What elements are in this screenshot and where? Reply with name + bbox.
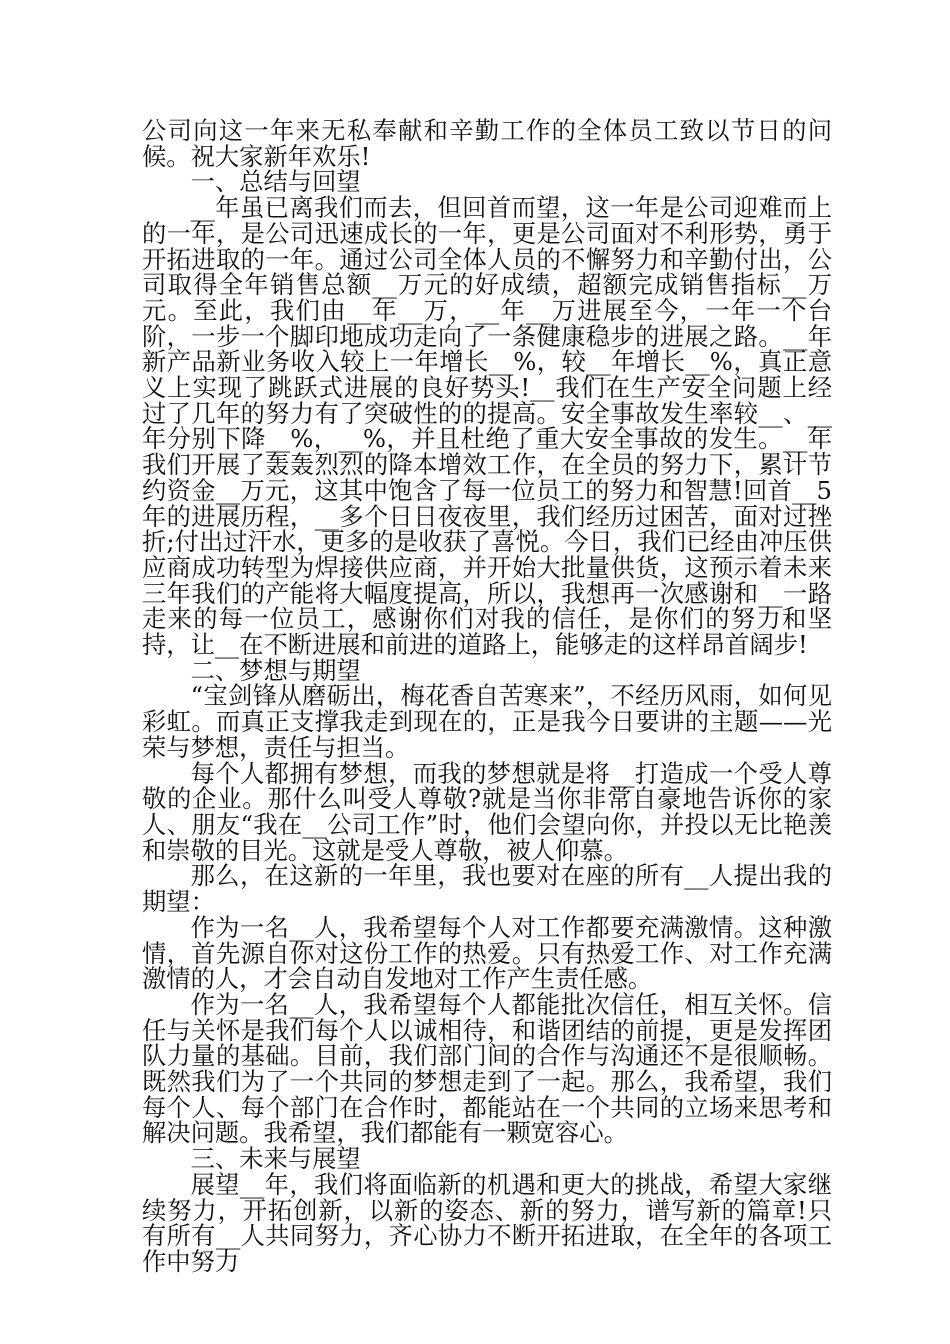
paragraph-passion: 作为一名__人，我希望每个人对工作都要充满激情。这种激情，首先源自你对这份工作的热爱。只有热爱工作、对工作充满激情的人，才会自动自发地对工作产生责任感。 [142,912,832,994]
section-heading-summary: 一、总结与回望 [190,167,361,197]
paragraph-trust: 作为一名__人，我希望每个人都能批次信任，相互关怀。信任与关怀是我们每个人以诚相待，和谐团结的前提，更是发挥团队力量的基础。目前，我们部门间的合作与沟通还不是很顺畅。既然我们为了一个共同的梦想走到了一起。那么，我希望，我们每个人、每个部门在合作时，都能站在一个共同的立场来思考和解决问题。我希望，我们都能有一颗宽容心。 [142,989,832,1148]
paragraph-expectation-intro: 那么，在这新的一年里，我也要对在座的所有__人提出我的期望： [142,861,832,917]
paragraph-dream: 每个人都拥有梦想，而我的梦想就是将__打造成一个受人尊敬的企业。那什么叫受人尊敬?就是当你非常自豪地告诉你的家人、朋友“我在__公司工作”时，他们会望向你，并投以无比艳羡和崇敬的目光。这就是受人尊敬，被人仰慕。 [142,758,832,865]
section-heading-dreams: 二、梦想与期望 [190,655,361,685]
section-heading-future: 三、未来与展望 [190,1144,361,1174]
paragraph-greeting: 公司向这一年来无私奉献和辛勤工作的全体员工致以节日的问候。祝大家新年欢乐! [142,116,832,171]
paragraph-outlook: 展望__年，我们将面临新的机遇和更大的挑战，希望大家继续努力，开拓创新，以新的姿态、新的努力，谱写新的篇章!只有所有__人共同努力，齐心协力不断开拓进取，在全年的各项工作中努力 [142,1169,832,1276]
document-page [142,118,832,1275]
paragraph-summary: __年虽已离我们而去，但回首而望，这一年是公司迎难而上的一年，是公司迅速成长的一年，更是公司面对不利形势，勇于开拓进取的一年。通过公司全体人员的不懈努力和辛勤付出，公司取得全年销售总额__万元的好成绩，超额完成销售指标__万元。至此，我们由__年__万，__年__万进展至今，一年一个台阶，一步一个脚印地成功走向了一条健康稳步的进展之路。__年新产品新业务收入较上一年增长__%，较__年增长__%，真正意义上实现了跳跃式进展的良好势头!__我们在生产安全问题上经过了几年的努力有了突破性的的提高。安全事故发生率较__、__年分别下降__%，__%，并且杜绝了重大安全事故的发生。__年我们开展了轰轰烈烈的降本增效工作，在全员的努力下，累计节约资金__万元，这其中饱含了每一位员工的努力和智慧!回首__5年的进展历程，__多个日日夜夜里，我们经历过困苦，面对过挫折;付出过汗水，更多的是收获了喜悦。今日，我们已经由冲压供应商成功转型为焊接供应商，并开始大批量供货，这预示着未来三年我们的产能将大幅度提高，所以，我想再一次感谢和__一路走来的每一位员工，感谢你们对我的信任，是你们的努力和坚持，让__在不断进展和前进的道路上，能够走的这样昂首阔步! [142,193,832,660]
paragraph-quote: “宝剑锋从磨砺出，梅花香自苦寒来”，不经历风雨，如何见彩虹。而真正支撑我走到现在的，正是我今日要讲的主题——光荣与梦想，责任与担当。 [142,681,832,762]
